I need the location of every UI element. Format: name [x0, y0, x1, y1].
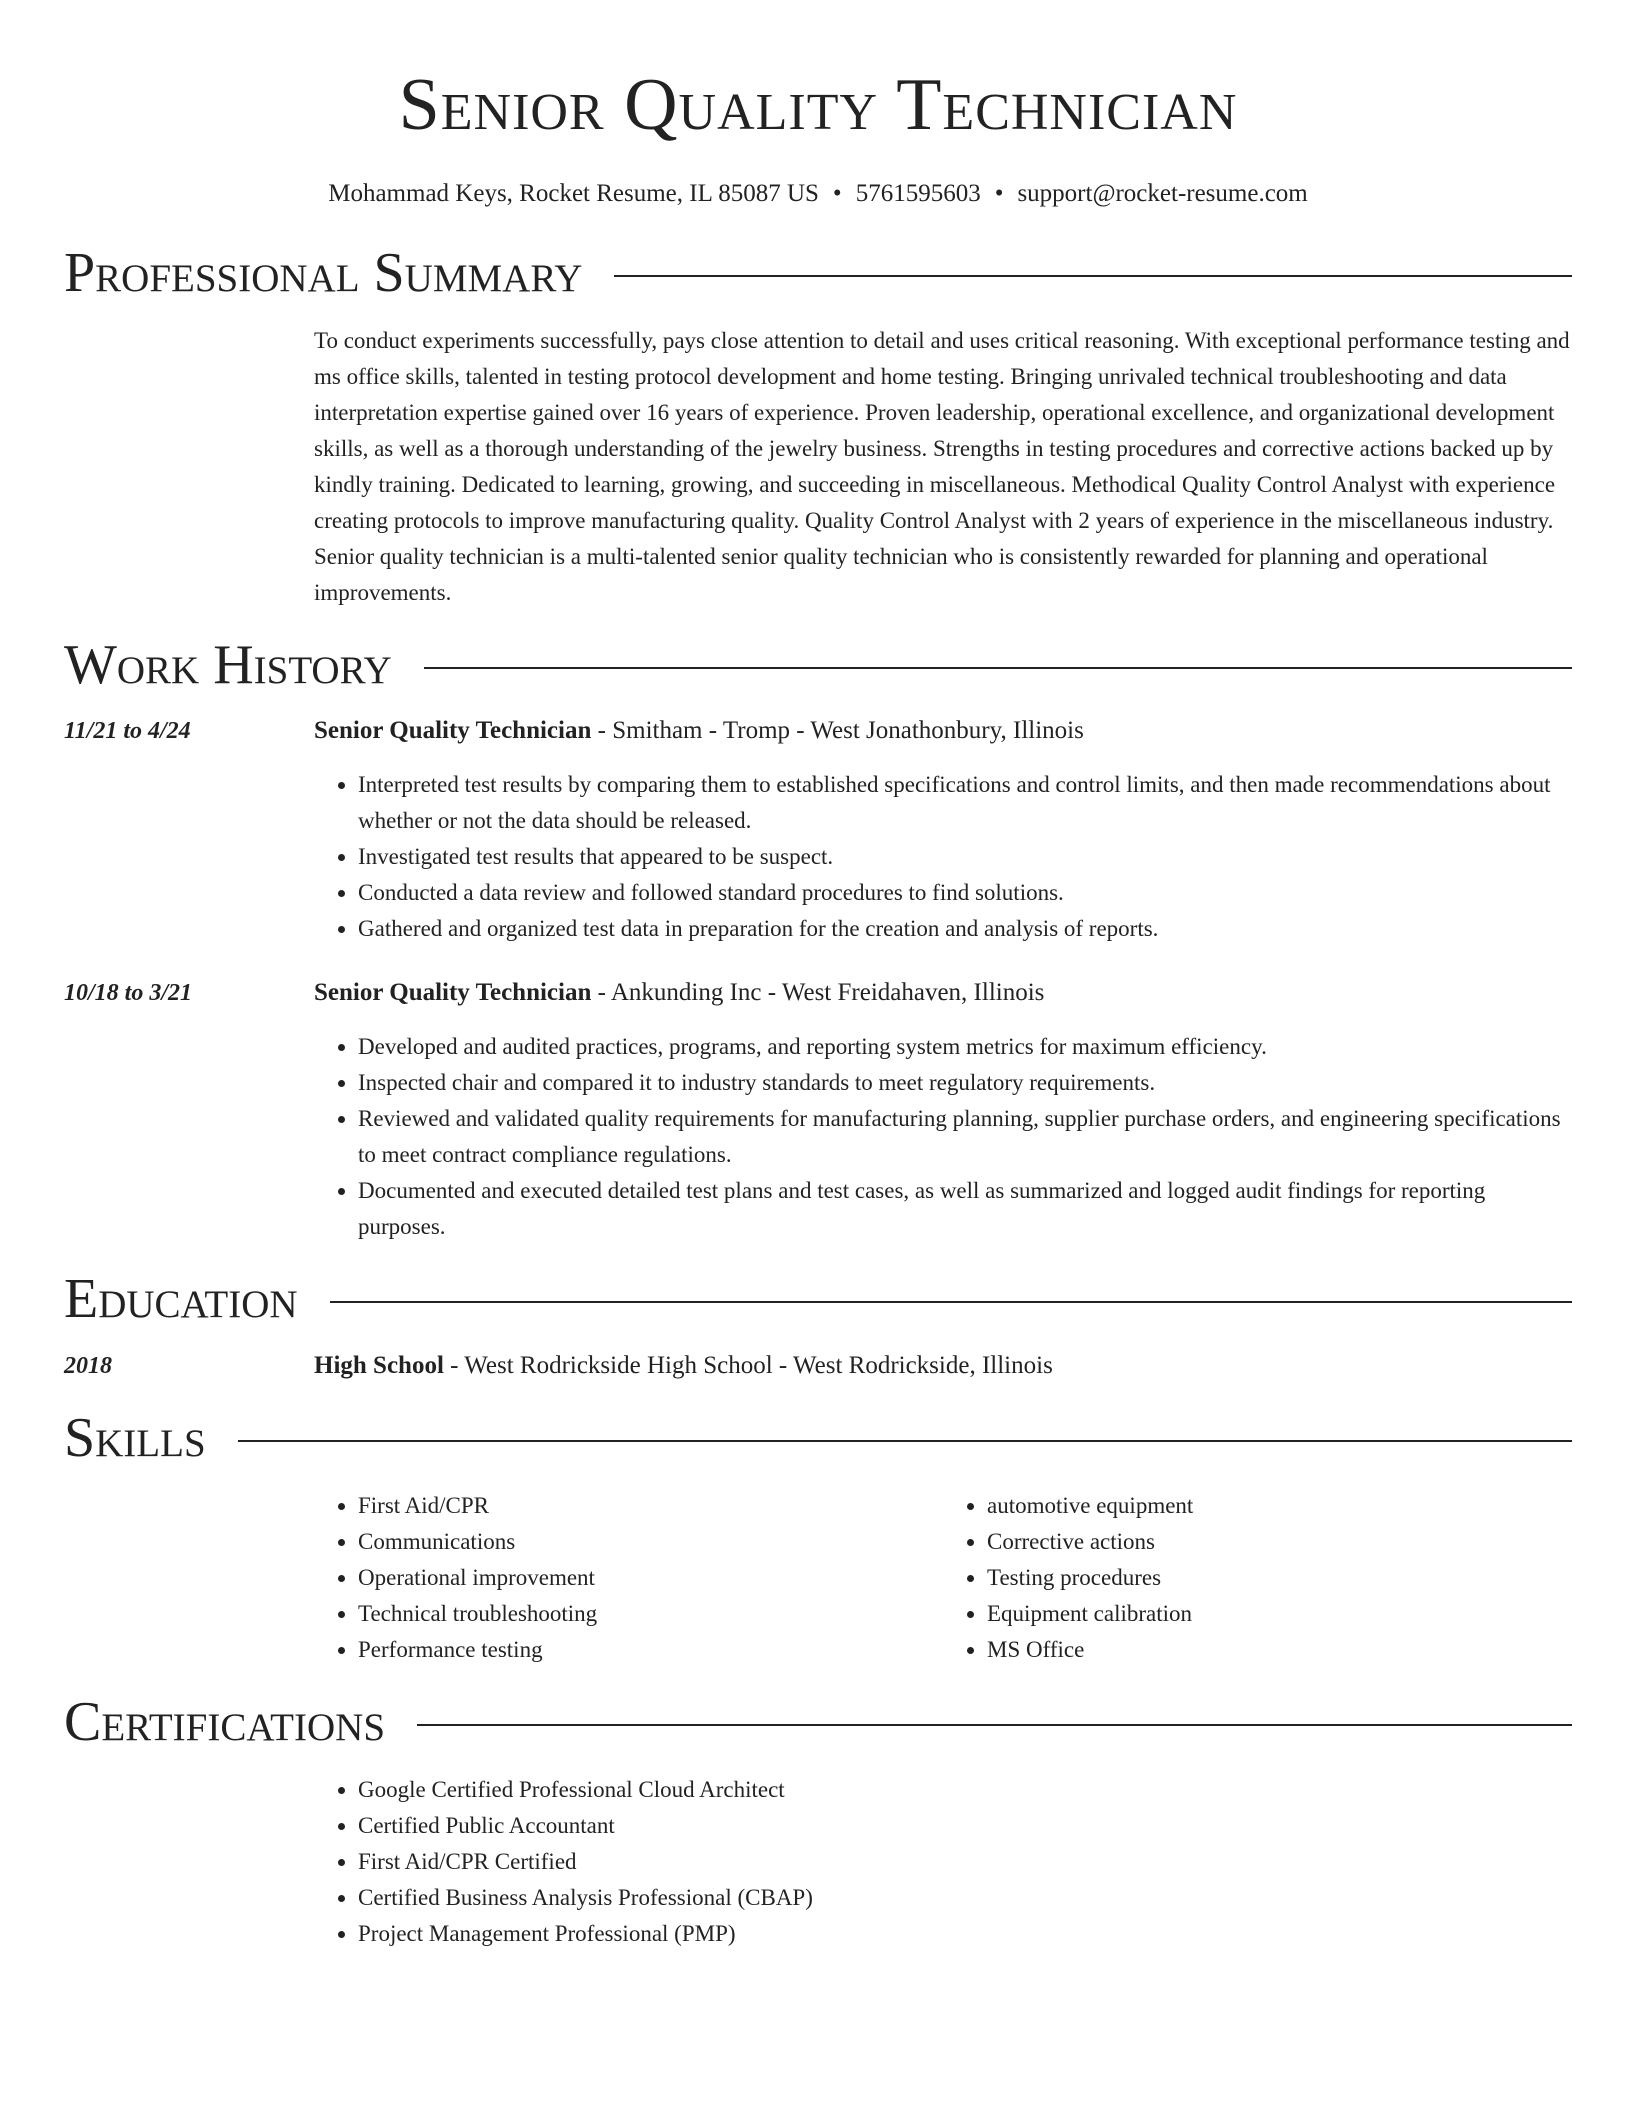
- list-item: • Developed and audited practices, programs, and reporting system metrics for maximum efficiency.: [358, 1029, 1572, 1065]
- list-item: • Testing procedures: [987, 1560, 1572, 1596]
- certifications-section-header: [64, 1690, 1572, 1754]
- section-divider: [330, 1301, 1572, 1303]
- section-divider: [424, 667, 1572, 669]
- list-item: • First Aid/CPR: [358, 1488, 943, 1524]
- list-item: • Reviewed and validated quality requirements for manufacturing planning, supplier purchase orders, and engineering specifications to meet contract compliance regulations.: [358, 1101, 1572, 1173]
- list-item: • Communications: [358, 1524, 943, 1560]
- education-content: [314, 1348, 1572, 1384]
- job-entry: [64, 975, 1572, 1245]
- job-details: - Ankunding Inc - West Freidahaven, Illinois: [591, 979, 1045, 1007]
- section-divider: [614, 275, 1572, 277]
- contact-separator: •: [832, 180, 842, 207]
- list-item: • Certified Public Accountant: [358, 1808, 1572, 1844]
- job-dates: 11/21 to 4/24: [64, 718, 191, 745]
- summary-body: [314, 323, 1572, 611]
- skills-list: [314, 1488, 1572, 1668]
- skills-heading: Skills: [64, 1406, 206, 1469]
- certifications-heading: Certifications: [64, 1691, 386, 1754]
- list-item: • Inspected chair and compared it to industry standards to meet regulatory requirements.: [358, 1065, 1572, 1101]
- list-item: • Documented and executed detailed test plans and test cases, as well as summarized and logged audit findings for reporting purposes.: [358, 1173, 1572, 1245]
- job-title: Senior Quality Technician: [314, 979, 592, 1007]
- list-item: • Corrective actions: [987, 1524, 1572, 1560]
- section-divider: [238, 1440, 1572, 1442]
- resume-title: Senior Quality Technician: [398, 64, 1238, 146]
- list-item: • Investigated test results that appeared to be suspect.: [358, 839, 1572, 875]
- list-item: • Equipment calibration: [987, 1596, 1572, 1632]
- job-header: [314, 713, 1572, 749]
- list-item: • Interpreted test results by comparing them to established specifications and control limits, and then made recommendations about whether or not the data should be released.: [358, 767, 1572, 839]
- list-item: • Technical troubleshooting: [358, 1596, 943, 1632]
- job-content: [314, 975, 1572, 1245]
- summary-heading: Professional Summary: [64, 241, 583, 304]
- job-details: - Smitham - Tromp - West Jonathonbury, Illinois: [591, 717, 1084, 745]
- work-section-header: [64, 633, 1572, 697]
- certifications-body: [314, 1772, 1572, 1952]
- education-year: 2018: [64, 1352, 112, 1379]
- certifications-list: [314, 1772, 1572, 1952]
- list-item: • Gathered and organized test data in preparation for the creation and analysis of reports.: [358, 911, 1572, 947]
- skills-column-right: [943, 1488, 1572, 1668]
- job-title: Senior Quality Technician: [314, 717, 592, 745]
- list-item: • Google Certified Professional Cloud Architect: [358, 1772, 1572, 1808]
- list-item: • Conducted a data review and followed standard procedures to find solutions.: [358, 875, 1572, 911]
- list-item: • Operational improvement: [358, 1560, 943, 1596]
- list-item: • Performance testing: [358, 1632, 943, 1668]
- job-content: [314, 713, 1572, 947]
- education-section-header: [64, 1267, 1572, 1331]
- skills-column-left: [314, 1488, 943, 1668]
- resume-page: [64, 0, 1572, 1952]
- contact-email: support@rocket-resume.com: [1017, 180, 1308, 207]
- education-heading: Education: [64, 1268, 298, 1331]
- job-entry: [64, 713, 1572, 947]
- job-header: [314, 975, 1572, 1011]
- work-heading: Work History: [64, 633, 392, 696]
- section-divider: [417, 1724, 1572, 1726]
- skills-section-header: [64, 1406, 1572, 1470]
- list-item: • automotive equipment: [987, 1488, 1572, 1524]
- summary-section-header: [64, 241, 1572, 305]
- job-dates: 10/18 to 3/21: [64, 980, 193, 1007]
- list-item: • Project Management Professional (PMP): [358, 1916, 1572, 1952]
- list-item: • Certified Business Analysis Professional (CBAP): [358, 1880, 1572, 1916]
- summary-text: To conduct experiments successfully, pays close attention to detail and uses critical reasoning. With exceptional performance testing and ms office skills, talented in testing protocol development and home testing. Bringing unrivaled technical troubleshooting and data interpretation expertise gained over 16 years of experience. Proven leadership, operational excellence, and organizational development skills, as well as a thorough understanding of the jewelry business. Strengths in testing procedures and corrective actions backed up by kindly training. Dedicated to learning, growing, and succeeding in miscellaneous. Methodical Quality Control Analyst with experience creating protocols to improve manufacturing quality. Quality Control Analyst with 2 years of experience in the miscellaneous industry. Senior quality technician is a multi-talented senior quality technician who is consistently rewarded for planning and operational improvements.: [314, 327, 1570, 605]
- education-entry: [64, 1348, 1572, 1384]
- contact-separator: •: [994, 180, 1004, 207]
- education-degree: High School: [314, 1351, 444, 1379]
- contact-line: [64, 178, 1572, 211]
- list-item: • First Aid/CPR Certified: [358, 1844, 1572, 1880]
- contact-address: Mohammad Keys, Rocket Resume, IL 85087 US: [328, 180, 819, 207]
- list-item: • MS Office: [987, 1632, 1572, 1668]
- contact-phone: 5761595603: [855, 180, 981, 207]
- job-bullets: [314, 1029, 1572, 1245]
- education-details: - West Rodrickside High School - West Rodrickside, Illinois: [443, 1351, 1053, 1379]
- job-bullets: [314, 767, 1572, 947]
